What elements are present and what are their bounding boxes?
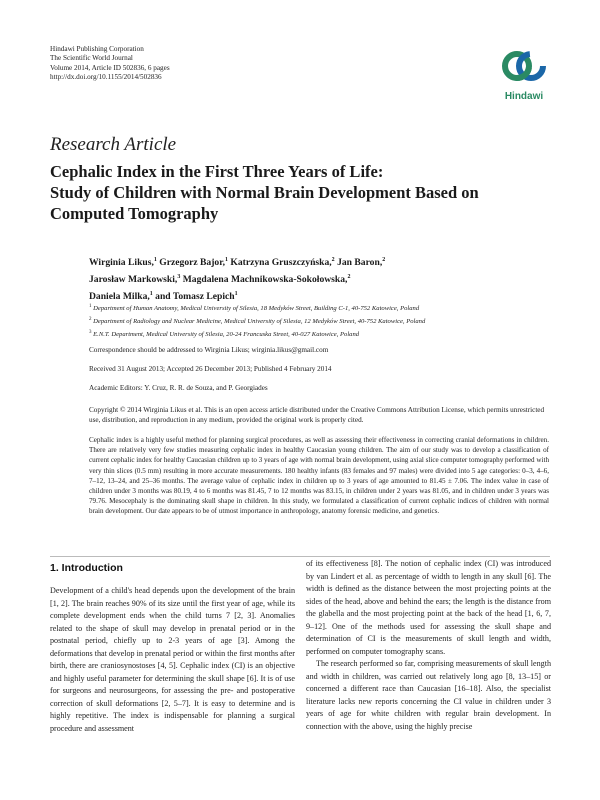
paragraph: of its effectiveness [8]. The notion of cephalic index (CI) was introduced by van Lindert et al. as percentage of width to length in any skull [6]. The width is defined as the distance between the most projecting points at the sides of the head, above and behind the ears; the length is the distance from the glabella and the most projecting point at the back of the head [1, 6, 7, 9–12]. One of the methods used for assessing the skull shape and determination of CI is the measurements of skull length and width, performed on computer tomography scans. [306,559,551,656]
affil-ref: 3 [177,274,181,281]
section-divider [50,556,550,557]
author: Jan Baron, [337,257,383,269]
volume-info: Volume 2014, Article ID 502836, 6 pages [50,63,170,72]
dates: Received 31 August 2013; Accepted 26 December 2013; Published 4 February 2014 [89,365,332,373]
affil-ref: 1 [149,291,153,298]
affiliation-list [89,301,539,341]
author: and Tomasz Lepich [155,291,235,303]
doi-link[interactable]: http://dx.doi.org/10.1155/2014/502836 [50,73,162,82]
affiliation: $^1$ Department of Human Anatomy, Medical University of Silesia, 18 Medyków Street, Building C-1, 40-752 Katowice, Poland [89,304,420,313]
paragraph: The research performed so far, comprising measurements of skull length and width in children, was carried out relatively long ago [8, 13–15] or concerned a different race than Caucasian [16–18]. Also, the specialist literature lacks new reports concerning the CI value in children under 3 years of age for white children with regular brain development. In connection with the above, using the highly precise [306,659,551,731]
author: Jarosław Markowski, [89,274,178,286]
author: Katrzyna Gruszczyńska, [230,257,332,269]
affil-ref: 2 [331,257,335,263]
title-line: Study of Children with Normal Brain Development Based on [50,183,479,202]
affil-ref: 2 [347,274,351,281]
author-list [89,253,529,305]
paragraph: Development of a child's head depends upon the development of the brain [1, 2]. The brain reaches 90% of its size until the first year of age, while its complete development ends when the child turns 7 [2, 3]. Anomalies related to the shape of skull may develop in prenatal period or in the postnatal period, chiefly up to 2-3 years of age [3]. Among the deformations that develop in prenatal period or within the first months after birth, there are craniosynostoses [4, 5]. Cephalic index (CI) is an objective and highly useful parameter for determining the skull shape [6]. It is of use for surgeons and neurosurgeons, for assessing the pre- and postoperative correction of skull deformations [2, 5–7]. It is easy to determine and is highly repetitive. The index is indispensable for planning a surgical procedure and assessment [50,586,295,733]
left-column [50,585,295,735]
affiliation: $^2$ Department of Radiology and Nuclear Medicine, Medical University of Silesia, 12 Medyków Street, 40-752 Katowice, Poland [89,317,426,326]
section-heading: 1. Introduction [50,562,123,574]
title-line: Cephalic Index in the First Three Years of Life: [50,162,384,181]
affil-ref: 1 [225,257,228,263]
author: Daniela Milka, [89,291,150,303]
article-type: Research Article [50,134,177,155]
affiliation: $^3$ E.N.T. Department, Medical University of Silesia, 20-24 Francuska Street, 40-027 Katowice, Poland [89,330,360,339]
hindawi-rings-icon [498,45,550,91]
publisher-name: Hindawi Publishing Corporation [50,45,144,53]
affil-ref: 1 [234,291,238,298]
journal-name: The Scientific World Journal [50,54,133,63]
publication-info [50,45,170,83]
hindawi-logo-text: Hindawi [504,91,544,102]
affil-ref: 1 [153,257,157,263]
abstract: Cephalic index is a highly useful method for planning surgical procedures, as well as assessing their effectiveness in correcting cranial deformations in children. There are relatively very few studies measuring cephalic index in healthy Caucasian young children. The aim of our study was to develop a classification of current cephalic index for healthy Caucasian children up to 3 years of age with normal brain development, using axial slice computer tomography performed with very thin slices (0.5 mm) resulting in more accurate measurements. 180 healthy infants (83 females and 97 males) were divided into 5 age categories: 0–3, 4–6, 7–12, 13–24, and 25–36 months. The average value of cephalic index in children up to 3 years of age amounted to 81.45 ± 7.06. The index value in case of children under 3 months was 80.19, 4 to 6 months was 81.45, 7 to 12 months was 83.15, in children under 2 years was 81.05, and in children under 3 years was 79.76. Mesocephaly is the dominating skull shape in children. In this study, we formulated a classification of current cephalic indices of children with normal brain development. Our date appears to be of utmost importance in anthropology, anatomy forensic medicine, and genetics. [89,436,549,516]
author: Magdalena Machnikowska-Sokołowska, [182,274,348,286]
right-column [306,558,551,733]
copyright: Copyright © 2014 Wirginia Likus et al. This is an open access article distributed under the Creative Commons Attribution License, which permits unrestricted use, distribution, and reproduction in any medium, provided the original work is properly cited. [89,406,545,424]
paper-title [50,161,550,224]
academic-editors: Academic Editors: Y. Cruz, R. R. de Souza, and P. Georgiades [89,384,268,392]
title-line: Computed Tomography [50,204,219,223]
author: Wirginia Likus, [89,257,154,269]
hindawi-logo [498,45,550,107]
affil-ref: 2 [382,257,386,263]
author: Grzegorz Bajor, [159,257,225,269]
correspondence: Correspondence should be addressed to Wirginia Likus; wirginia.likus@gmail.com [89,346,329,354]
